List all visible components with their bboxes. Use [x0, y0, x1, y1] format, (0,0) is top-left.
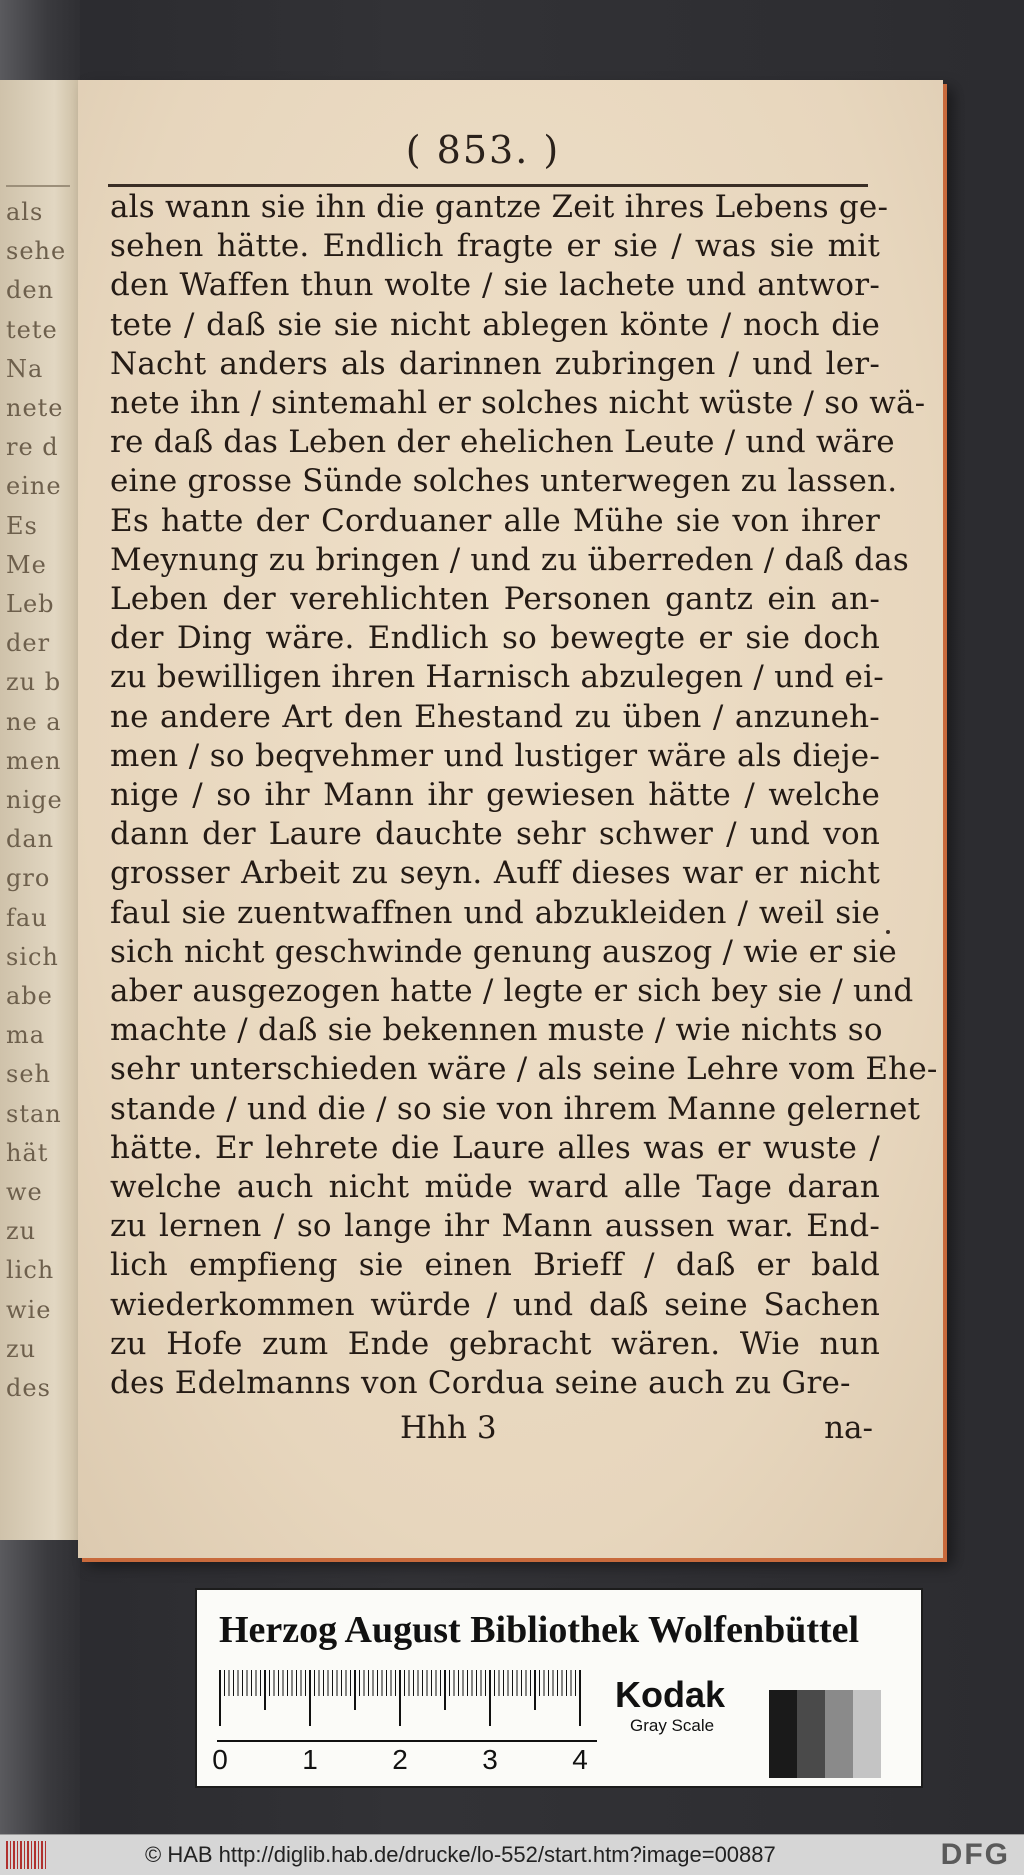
adjacent-text-fragment: Na [6, 354, 44, 383]
dfg-logo: DFG [940, 1838, 1010, 1871]
ink-speck [886, 930, 890, 934]
text-line: Nacht anders als darinnen zubringen / und ler- [110, 345, 880, 382]
adjacent-text-fragment: nete [6, 394, 64, 422]
text-line: wiederkommen würde / und daß seine Sachen [110, 1286, 880, 1323]
gray-patch [825, 1690, 853, 1778]
text-line: zu lernen / so lange ihr Mann aussen war. End- [110, 1208, 880, 1245]
gray-patch [769, 1690, 797, 1778]
adjacent-text-fragment: dan [6, 825, 55, 854]
footer-citation-link[interactable]: © HAB http://diglib.hab.de/drucke/lo-552/start.htm?image=00887 [145, 1842, 776, 1867]
gray-scale-label: Gray Scale [630, 1716, 715, 1735]
text-line: nige / so ihr Mann ihr gewiesen hätte / welche [110, 777, 880, 814]
adjacent-text-fragment: des [6, 1374, 51, 1402]
adjacent-text-fragment: als [6, 198, 44, 226]
adjacent-text-fragment: stan [6, 1099, 62, 1128]
text-line: zu Hofe zum Ende gebracht wären. Wie nun [110, 1325, 880, 1362]
adjacent-text-fragment: abe [6, 982, 53, 1010]
adjacent-text-fragment: wie [6, 1295, 52, 1324]
adjacent-text-fragment: ne a [6, 707, 62, 736]
text-line: aber ausgezogen hatte / legte er sich bey sie / und [110, 973, 914, 1010]
ruler-number: 4 [572, 1744, 588, 1775]
adjacent-text-fragment: eine [6, 472, 62, 501]
adjacent-text-fragment: we [6, 1178, 43, 1206]
barcode-icon [6, 1841, 48, 1869]
gray-patch [853, 1690, 881, 1778]
ruler-number: 1 [302, 1744, 318, 1775]
text-line: als wann sie ihn die gantze Zeit ihres Lebens ge- [110, 189, 889, 225]
adjacent-text-fragment: Leb [6, 590, 55, 618]
adjacent-text-fragment: den [6, 276, 55, 305]
text-line: men / so beqvehmer und lustiger wäre als dieje- [110, 737, 880, 774]
kodak-brand: Kodak [615, 1674, 726, 1715]
text-line: faul sie zuentwaffnen und abzukleiden / weil sie [110, 894, 880, 931]
header-rule [108, 184, 868, 187]
adjacent-text-fragment: tete [6, 315, 58, 344]
measurement-ruler [212, 1662, 597, 1775]
adjacent-text-fragment: hät [6, 1138, 49, 1167]
gray-scale-patches [769, 1690, 881, 1778]
adjacent-text-fragment: zu [6, 1217, 37, 1246]
footer-bar [0, 1834, 1024, 1875]
text-line: welche auch nicht müde ward alle Tage daran [110, 1169, 880, 1206]
page-body-text [110, 188, 938, 1403]
adjacent-text-fragment: fau [6, 903, 48, 932]
text-line: grosser Arbeit zu seyn. Auff dieses war er nicht [110, 855, 880, 892]
adjacent-text-fragment: gro [6, 864, 51, 893]
text-line: sich nicht geschwinde genung auszog / wie er sie [110, 933, 897, 970]
adjacent-page-fragment [0, 80, 78, 1540]
adjacent-text-fragment: Me [6, 550, 47, 579]
text-line: den Waffen thun wolte / sie lachete und antwor- [110, 267, 880, 304]
adjacent-text-fragment: men [6, 746, 62, 775]
adjacent-text-fragment: ma [6, 1021, 46, 1050]
adjacent-text-fragment: sich [6, 942, 59, 971]
adjacent-text-fragment: nige [6, 786, 63, 814]
adjacent-text-fragment: sehe [6, 237, 67, 266]
text-line: zu bewilligen ihren Harnisch abzulegen / und ei- [110, 659, 884, 696]
ruler-number: 2 [392, 1744, 408, 1775]
text-line: der Ding wäre. Endlich so bewegte er sie doch [110, 620, 880, 657]
text-line: dann der Laure dauchte sehr schwer / und von [110, 816, 880, 853]
text-line: tete / daß sie sie nicht ablegen könte / noch die [110, 306, 880, 343]
adjacent-text-fragment: lich [6, 1256, 55, 1285]
text-line: sehr unterschieden wäre / als seine Lehre vom Ehe- [110, 1051, 938, 1088]
institution-name: Herzog August Bibliothek Wolfenbüttel [219, 1609, 860, 1651]
ruler-number: 3 [482, 1744, 498, 1775]
text-line: Leben der verehlichten Personen gantz ein an- [110, 581, 880, 618]
adjacent-page-rule [6, 185, 70, 187]
text-line: hätte. Er lehrete die Laure alles was er wuste / [110, 1129, 880, 1166]
adjacent-text-fragment: re d [6, 433, 59, 462]
text-line: ne andere Art den Ehestand zu üben / anzuneh- [110, 698, 880, 735]
text-line: sehen hätte. Endlich fragte er sie / was sie mit [110, 228, 880, 265]
text-line: stande / und die / so sie von ihrem Manne gelernet [110, 1090, 921, 1127]
text-line: nete ihn / sintemahl er solches nicht wüste / so wä- [110, 385, 926, 422]
catchword: na- [824, 1410, 873, 1446]
text-line: re daß das Leben der ehelichen Leute / und wäre [110, 424, 895, 461]
page-number-header: ( 853. ) [405, 128, 561, 172]
text-line: lich empfieng sie einen Brieff / daß er bald [110, 1247, 880, 1284]
ruler-ticks [217, 1662, 597, 1742]
adjacent-text-fragment: seh [6, 1060, 51, 1089]
text-line: des Edelmanns von Cordua seine auch zu Gre- [110, 1365, 851, 1402]
text-line: machte / daß sie bekennen muste / wie nichts so [110, 1012, 883, 1049]
adjacent-text-fragment: der [6, 629, 51, 658]
adjacent-text-fragment: zu b [6, 668, 62, 697]
scanned-page [78, 80, 943, 1558]
page-footer-line [110, 1410, 875, 1454]
text-line: eine grosse Sünde solches unterwegen zu lassen. [110, 463, 898, 500]
text-line: Es hatte der Corduaner alle Mühe sie von ihrer [110, 502, 880, 539]
adjacent-text-fragment: Es [6, 511, 38, 540]
ruler-number: 0 [212, 1744, 228, 1775]
text-line: Meynung zu bringen / und zu überreden / daß das [110, 541, 909, 578]
gray-patch [797, 1690, 825, 1778]
adjacent-text-fragment: zu [6, 1334, 37, 1363]
signature-mark: Hhh 3 [400, 1410, 497, 1446]
kodak-color-card [195, 1588, 923, 1788]
